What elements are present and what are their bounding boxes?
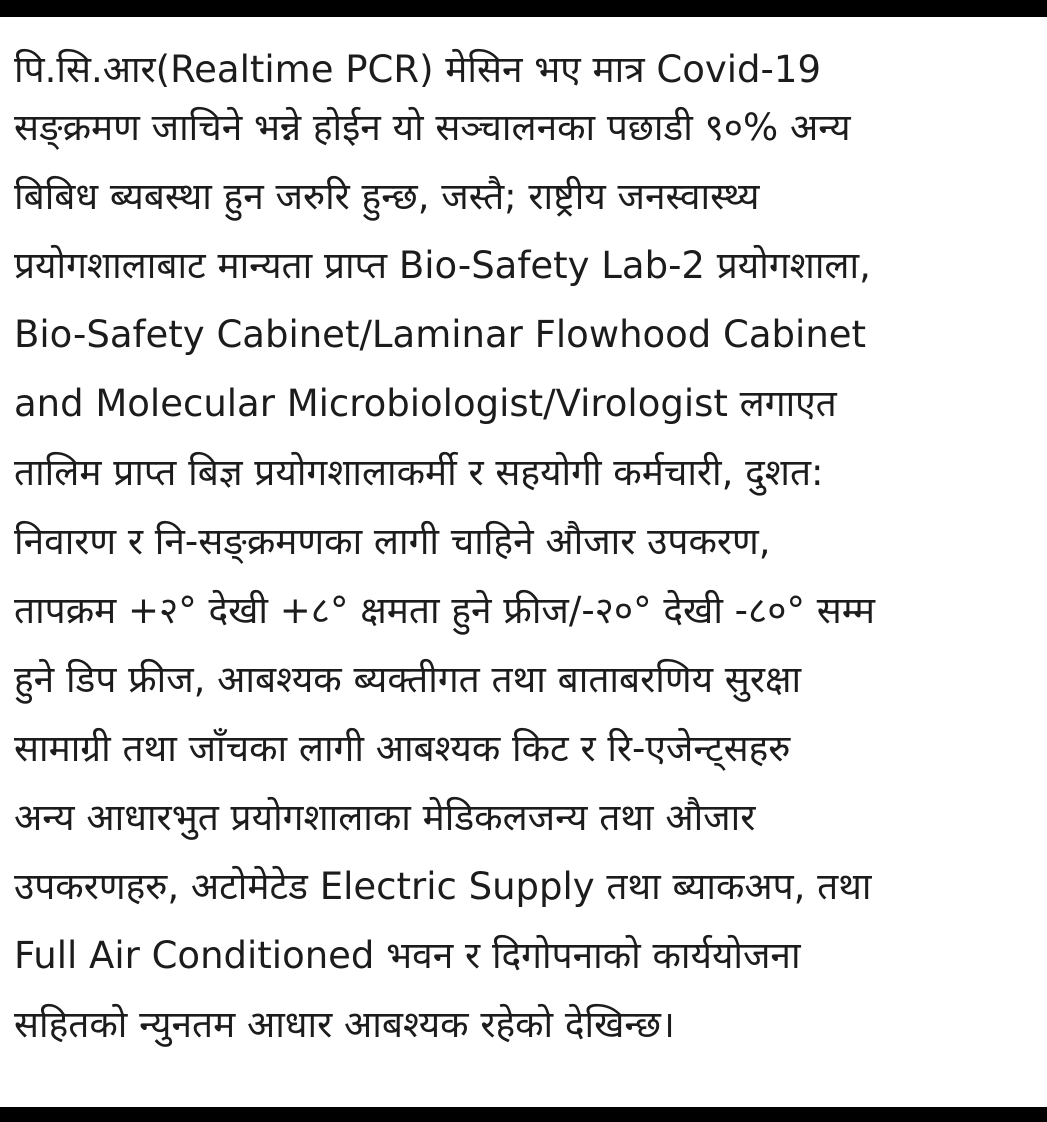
post-text-card <box>0 17 1047 1107</box>
text-line-15: सहितको न्युनतम आधार आबश्यक रहेको देखिन्छ। <box>14 1003 675 1046</box>
text-line-8: निवारण र नि-सङ्क्रमणका लागी चाहिने औजार उपकरण, <box>14 520 771 563</box>
text-line-11: सामाग्री तथा जाँचका लागी आबश्यक किट र रि-एजेन्ट्सहरु <box>14 727 791 770</box>
text-line-9: तापक्रम +२° देखी +८° क्षमता हुने फ्रीज/-२०° देखी -८०° सम्म <box>14 589 875 632</box>
text-line-6: and Molecular Microbiologist/Virologist लगाएत <box>14 382 837 425</box>
text-line-1: पि.सि.आर(Realtime PCR) मेसिन भए मात्र Covid-19 <box>14 48 821 91</box>
post-text-body <box>14 47 1039 1059</box>
text-line-4: प्रयोगशालाबाट मान्यता प्राप्त Bio-Safety Lab-2 प्रयोगशाला, <box>14 244 871 287</box>
text-line-14: Full Air Conditioned भवन र दिगोपनाको कार्ययोजना <box>14 934 801 977</box>
text-line-10: हुने डिप फ्रीज, आबश्यक ब्यक्तीगत तथा बाताबरणिय सुरक्षा <box>14 658 802 701</box>
text-line-7: तालिम प्राप्त बिज्ञ प्रयोगशालाकर्मी र सहयोगी कर्मचारी, दुशत: <box>14 451 824 494</box>
text-line-12: अन्य आधारभुत प्रयोगशालाका मेडिकलजन्य तथा औजार <box>14 796 756 839</box>
text-line-3: बिबिध ब्यबस्था हुन जरुरि हुन्छ, जस्तै; राष्ट्रीय जनस्वास्थ्य <box>14 175 760 218</box>
text-line-2: सङ्क्रमण जाचिने भन्ने होईन यो सञ्चालनका पछाडी ९०% अन्य <box>14 106 851 149</box>
text-line-5: Bio-Safety Cabinet/Laminar Flowhood Cabinet <box>14 313 867 356</box>
text-line-13: उपकरणहरु, अटोमेटेड Electric Supply तथा ब्याकअप, तथा <box>14 865 872 908</box>
